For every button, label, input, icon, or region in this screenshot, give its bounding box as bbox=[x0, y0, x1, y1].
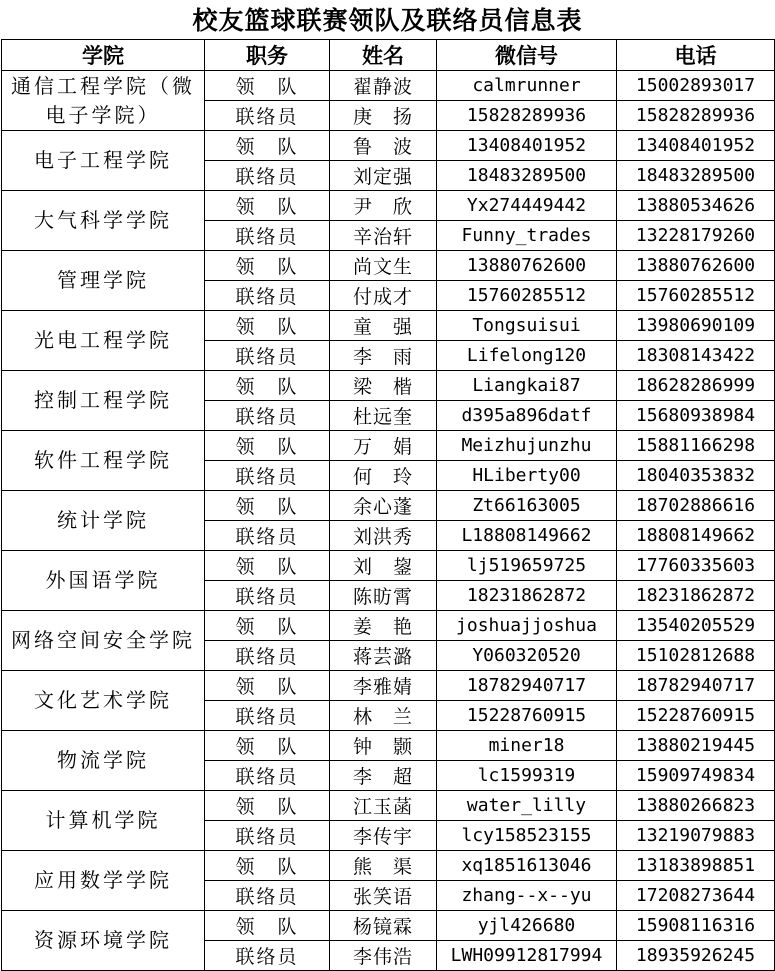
role-cell: 联络员 bbox=[205, 881, 330, 911]
college-cell: 控制工程学院 bbox=[2, 371, 205, 431]
name-cell: 蒋芸潞 bbox=[330, 641, 437, 671]
name-cell: 江玉菡 bbox=[330, 791, 437, 821]
wechat-cell: Zt66163005 bbox=[437, 491, 617, 521]
wechat-cell: Tongsuisui bbox=[437, 311, 617, 341]
role-cell: 领 队 bbox=[205, 371, 330, 401]
phone-cell: 15909749834 bbox=[617, 761, 775, 791]
phone-cell: 18040353832 bbox=[617, 461, 775, 491]
wechat-cell: lcy158523155 bbox=[437, 821, 617, 851]
wechat-cell: 15828289936 bbox=[437, 101, 617, 131]
name-cell: 钟 颢 bbox=[330, 731, 437, 761]
wechat-cell: joshuajjoshua bbox=[437, 611, 617, 641]
role-cell: 领 队 bbox=[205, 191, 330, 221]
phone-cell: 13183898851 bbox=[617, 851, 775, 881]
phone-cell: 18782940717 bbox=[617, 671, 775, 701]
wechat-cell: lj519659725 bbox=[437, 551, 617, 581]
role-cell: 联络员 bbox=[205, 581, 330, 611]
role-cell: 联络员 bbox=[205, 941, 330, 971]
info-table bbox=[1, 39, 775, 971]
phone-cell: 15228760915 bbox=[617, 701, 775, 731]
phone-cell: 15881166298 bbox=[617, 431, 775, 461]
phone-cell: 18935926245 bbox=[617, 941, 775, 971]
table-row bbox=[2, 371, 775, 401]
name-cell: 李传宇 bbox=[330, 821, 437, 851]
name-cell: 尚文生 bbox=[330, 251, 437, 281]
college-cell: 大气科学学院 bbox=[2, 191, 205, 251]
name-cell: 李雅婧 bbox=[330, 671, 437, 701]
college-cell: 电子工程学院 bbox=[2, 131, 205, 191]
table-row bbox=[2, 311, 775, 341]
role-cell: 领 队 bbox=[205, 791, 330, 821]
table-row bbox=[2, 551, 775, 581]
college-cell: 通信工程学院（微电子学院） bbox=[2, 71, 205, 131]
header-college: 学院 bbox=[2, 40, 205, 71]
role-cell: 领 队 bbox=[205, 131, 330, 161]
phone-cell: 13880762600 bbox=[617, 251, 775, 281]
phone-cell: 13228179260 bbox=[617, 221, 775, 251]
role-cell: 联络员 bbox=[205, 701, 330, 731]
college-cell: 应用数学学院 bbox=[2, 851, 205, 911]
role-cell: 领 队 bbox=[205, 551, 330, 581]
phone-cell: 13980690109 bbox=[617, 311, 775, 341]
table-row bbox=[2, 731, 775, 761]
name-cell: 刘洪秀 bbox=[330, 521, 437, 551]
role-cell: 联络员 bbox=[205, 401, 330, 431]
wechat-cell: Lifelong120 bbox=[437, 341, 617, 371]
phone-cell: 13219079883 bbox=[617, 821, 775, 851]
name-cell: 万 娟 bbox=[330, 431, 437, 461]
wechat-cell: Liangkai87 bbox=[437, 371, 617, 401]
role-cell: 联络员 bbox=[205, 761, 330, 791]
name-cell: 庚 扬 bbox=[330, 101, 437, 131]
phone-cell: 18628286999 bbox=[617, 371, 775, 401]
name-cell: 李 雨 bbox=[330, 341, 437, 371]
role-cell: 联络员 bbox=[205, 521, 330, 551]
wechat-cell: 13408401952 bbox=[437, 131, 617, 161]
role-cell: 联络员 bbox=[205, 821, 330, 851]
phone-cell: 18308143422 bbox=[617, 341, 775, 371]
phone-cell: 18483289500 bbox=[617, 161, 775, 191]
role-cell: 领 队 bbox=[205, 731, 330, 761]
wechat-cell: HLiberty00 bbox=[437, 461, 617, 491]
wechat-cell: Yx274449442 bbox=[437, 191, 617, 221]
name-cell: 辛治轩 bbox=[330, 221, 437, 251]
college-cell: 管理学院 bbox=[2, 251, 205, 311]
role-cell: 联络员 bbox=[205, 281, 330, 311]
table-row bbox=[2, 611, 775, 641]
name-cell: 翟静波 bbox=[330, 71, 437, 101]
header-row bbox=[2, 40, 775, 71]
college-cell: 统计学院 bbox=[2, 491, 205, 551]
name-cell: 刘定强 bbox=[330, 161, 437, 191]
phone-cell: 15102812688 bbox=[617, 641, 775, 671]
wechat-cell: 13880762600 bbox=[437, 251, 617, 281]
page-title: 校友篮球联赛领队及联络员信息表 bbox=[192, 6, 583, 35]
name-cell: 熊 渠 bbox=[330, 851, 437, 881]
table-row bbox=[2, 131, 775, 161]
phone-cell: 18808149662 bbox=[617, 521, 775, 551]
table-row bbox=[2, 191, 775, 221]
name-cell: 陈昉霄 bbox=[330, 581, 437, 611]
name-cell: 杨镜霖 bbox=[330, 911, 437, 941]
phone-cell: 13880534626 bbox=[617, 191, 775, 221]
phone-cell: 18231862872 bbox=[617, 581, 775, 611]
wechat-cell: 15760285512 bbox=[437, 281, 617, 311]
name-cell: 付成才 bbox=[330, 281, 437, 311]
role-cell: 联络员 bbox=[205, 341, 330, 371]
header-role: 职务 bbox=[205, 40, 330, 71]
table-body bbox=[2, 71, 775, 971]
phone-cell: 13880266823 bbox=[617, 791, 775, 821]
name-cell: 梁 楷 bbox=[330, 371, 437, 401]
role-cell: 领 队 bbox=[205, 251, 330, 281]
college-cell: 光电工程学院 bbox=[2, 311, 205, 371]
role-cell: 领 队 bbox=[205, 611, 330, 641]
wechat-cell: Y060320520 bbox=[437, 641, 617, 671]
wechat-cell: yjl426680 bbox=[437, 911, 617, 941]
wechat-cell: Funny_trades bbox=[437, 221, 617, 251]
wechat-cell: lc1599319 bbox=[437, 761, 617, 791]
role-cell: 联络员 bbox=[205, 641, 330, 671]
wechat-cell: zhang--x--yu bbox=[437, 881, 617, 911]
wechat-cell: xq1851613046 bbox=[437, 851, 617, 881]
role-cell: 领 队 bbox=[205, 851, 330, 881]
header-name: 姓名 bbox=[330, 40, 437, 71]
name-cell: 姜 艳 bbox=[330, 611, 437, 641]
table-row bbox=[2, 71, 775, 101]
phone-cell: 15908116316 bbox=[617, 911, 775, 941]
wechat-cell: d395a896datf bbox=[437, 401, 617, 431]
name-cell: 余心蓬 bbox=[330, 491, 437, 521]
table-row bbox=[2, 851, 775, 881]
college-cell: 网络空间安全学院 bbox=[2, 611, 205, 671]
wechat-cell: 18782940717 bbox=[437, 671, 617, 701]
phone-cell: 15680938984 bbox=[617, 401, 775, 431]
name-cell: 李 超 bbox=[330, 761, 437, 791]
name-cell: 李伟浩 bbox=[330, 941, 437, 971]
college-cell: 资源环境学院 bbox=[2, 911, 205, 971]
table-row bbox=[2, 791, 775, 821]
wechat-cell: 18231862872 bbox=[437, 581, 617, 611]
role-cell: 联络员 bbox=[205, 101, 330, 131]
table-row bbox=[2, 911, 775, 941]
wechat-cell: 18483289500 bbox=[437, 161, 617, 191]
phone-cell: 13540205529 bbox=[617, 611, 775, 641]
phone-cell: 17760335603 bbox=[617, 551, 775, 581]
phone-cell: 15002893017 bbox=[617, 71, 775, 101]
college-cell: 计算机学院 bbox=[2, 791, 205, 851]
phone-cell: 15760285512 bbox=[617, 281, 775, 311]
table-row bbox=[2, 431, 775, 461]
table-row bbox=[2, 491, 775, 521]
wechat-cell: 15228760915 bbox=[437, 701, 617, 731]
name-cell: 童 强 bbox=[330, 311, 437, 341]
name-cell: 张笑语 bbox=[330, 881, 437, 911]
role-cell: 领 队 bbox=[205, 671, 330, 701]
role-cell: 领 队 bbox=[205, 311, 330, 341]
role-cell: 领 队 bbox=[205, 491, 330, 521]
college-cell: 文化艺术学院 bbox=[2, 671, 205, 731]
table-row bbox=[2, 251, 775, 281]
college-cell: 外国语学院 bbox=[2, 551, 205, 611]
wechat-cell: water_lilly bbox=[437, 791, 617, 821]
header-phone: 电话 bbox=[617, 40, 775, 71]
role-cell: 联络员 bbox=[205, 461, 330, 491]
wechat-cell: L18808149662 bbox=[437, 521, 617, 551]
college-cell: 物流学院 bbox=[2, 731, 205, 791]
role-cell: 联络员 bbox=[205, 221, 330, 251]
table-row bbox=[2, 671, 775, 701]
phone-cell: 17208273644 bbox=[617, 881, 775, 911]
phone-cell: 13408401952 bbox=[617, 131, 775, 161]
name-cell: 尹 欣 bbox=[330, 191, 437, 221]
phone-cell: 15828289936 bbox=[617, 101, 775, 131]
wechat-cell: calmrunner bbox=[437, 71, 617, 101]
wechat-cell: miner18 bbox=[437, 731, 617, 761]
name-cell: 杜远奎 bbox=[330, 401, 437, 431]
header-wechat: 微信号 bbox=[437, 40, 617, 71]
college-cell: 软件工程学院 bbox=[2, 431, 205, 491]
phone-cell: 18702886616 bbox=[617, 491, 775, 521]
name-cell: 鲁 波 bbox=[330, 131, 437, 161]
role-cell: 领 队 bbox=[205, 431, 330, 461]
wechat-cell: LWH09912817994 bbox=[437, 941, 617, 971]
phone-cell: 13880219445 bbox=[617, 731, 775, 761]
role-cell: 领 队 bbox=[205, 71, 330, 101]
role-cell: 领 队 bbox=[205, 911, 330, 941]
name-cell: 刘 鋆 bbox=[330, 551, 437, 581]
name-cell: 何 玲 bbox=[330, 461, 437, 491]
wechat-cell: Meizhujunzhu bbox=[437, 431, 617, 461]
name-cell: 林 兰 bbox=[330, 701, 437, 731]
role-cell: 联络员 bbox=[205, 161, 330, 191]
